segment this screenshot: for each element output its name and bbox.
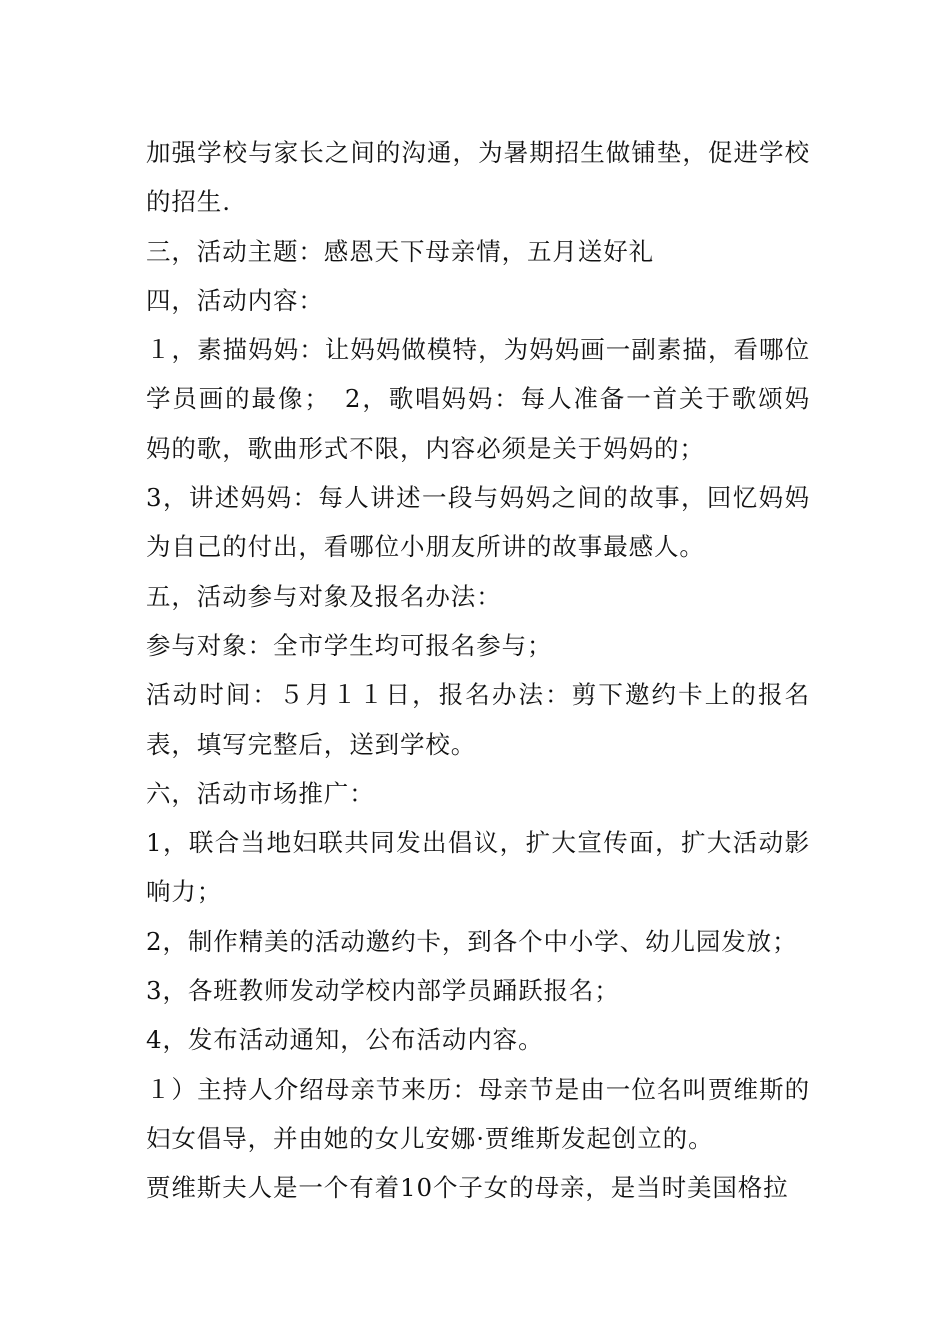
paragraph-content-item-3: 3，讲述妈妈：每人讲述一段与妈妈之间的故事，回忆妈妈为自己的付出，看哪位小朋友所讲的故事最感人。 xyxy=(146,483,810,562)
paragraph-participants: 参与对象：全市学生均可报名参与； xyxy=(146,630,553,660)
paragraph-time-and-signup: 活动时间：５月１１日，报名办法：剪下邀约卡上的报名表，填写完整后，送到学校。 xyxy=(146,680,810,759)
document-body xyxy=(146,128,810,1213)
paragraph-section-3-theme: 三，活动主题：感恩天下母亲情，五月送好礼 xyxy=(146,236,654,266)
paragraph-section-6-heading: 六，活动市场推广： xyxy=(146,778,375,808)
paragraph-host-introduction: １）主持人介绍母亲节来历：母亲节是由一位名叫贾维斯的妇女倡导，并由她的女儿安娜·贾维斯发起创立的。 xyxy=(146,1074,810,1153)
paragraph-section-5-heading: 五，活动参与对象及报名办法： xyxy=(146,581,502,611)
paragraph-jarvis-background: 贾维斯夫人是一个有着10个子女的母亲，是当时美国格拉 xyxy=(146,1173,789,1203)
paragraph-section-4-heading: 四，活动内容： xyxy=(146,285,324,315)
paragraph-content-items-1-2: １，素描妈妈：让妈妈做模特，为妈妈画一副素描，看哪位学员画的最像； 2，歌唱妈妈：每人准备一首关于歌颂妈妈的歌，歌曲形式不限，内容必须是关于妈妈的； xyxy=(146,335,810,463)
paragraph-promotion-item-3: 3，各班教师发动学校内部学员踊跃报名； xyxy=(146,976,620,1006)
paragraph-promotion-item-2: 2，制作精美的活动邀约卡，到各个中小学、幼儿园发放； xyxy=(146,926,798,956)
paragraph-promotion-item-1: 1，联合当地妇联共同发出倡议，扩大宣传面，扩大活动影响力； xyxy=(146,828,810,907)
paragraph-intro-continuation: 加强学校与家长之间的沟通，为暑期招生做铺垫，促进学校的招生. xyxy=(146,138,810,217)
paragraph-promotion-item-4: 4，发布活动通知，公布活动内容。 xyxy=(146,1025,544,1055)
